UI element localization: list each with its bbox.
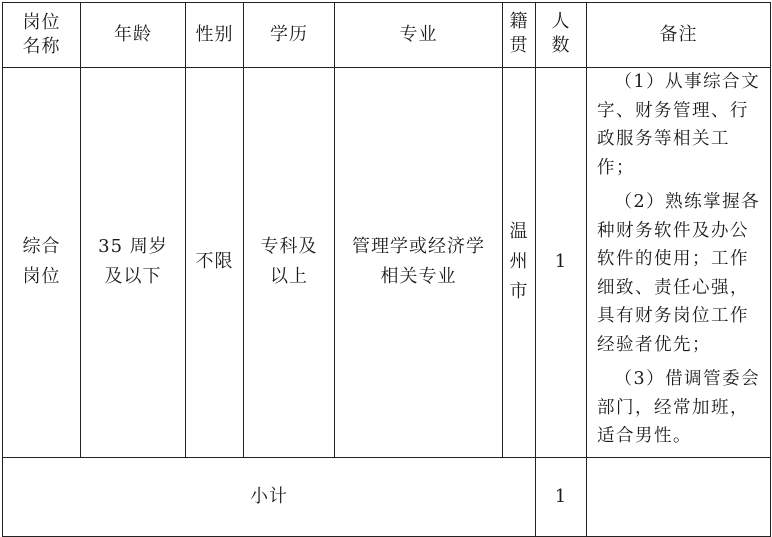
header-count: 人数 — [536, 3, 587, 68]
cell-native-place: 温州市 — [503, 68, 536, 458]
header-remarks: 备注 — [587, 3, 771, 68]
subtotal-count: 1 — [536, 457, 587, 536]
header-position-name: 岗位名称 — [3, 3, 81, 68]
cell-major: 管理学或经济学相关专业 — [335, 68, 503, 458]
cell-count: 1 — [536, 68, 587, 458]
cell-education: 专科及以上 — [244, 68, 335, 458]
cell-remarks — [587, 68, 771, 458]
header-native-place: 籍贯 — [503, 3, 536, 68]
recruitment-table — [2, 2, 771, 537]
table-row — [3, 68, 771, 458]
header-age: 年龄 — [81, 3, 186, 68]
cell-gender: 不限 — [186, 68, 244, 458]
cell-age: 35 周岁及以下 — [81, 68, 186, 458]
header-gender: 性别 — [186, 3, 244, 68]
header-row — [3, 3, 771, 68]
header-education: 学历 — [244, 3, 335, 68]
subtotal-label: 小计 — [3, 457, 536, 536]
header-major: 专业 — [335, 3, 503, 68]
subtotal-row — [3, 457, 771, 536]
remark-item-1: （1）从事综合文字、财务管理、行政服务等相关工作； — [597, 72, 761, 178]
subtotal-remarks — [587, 457, 771, 536]
remark-item-2: （2）熟练掌握各种财务软件及办公软件的使用；工作细致、责任心强，具有财务岗位工作经验者优先； — [597, 192, 761, 355]
remark-item-3: （3）借调管委会部门，经常加班，适合男性。 — [597, 369, 761, 446]
cell-position-name: 综合岗位 — [3, 68, 81, 458]
